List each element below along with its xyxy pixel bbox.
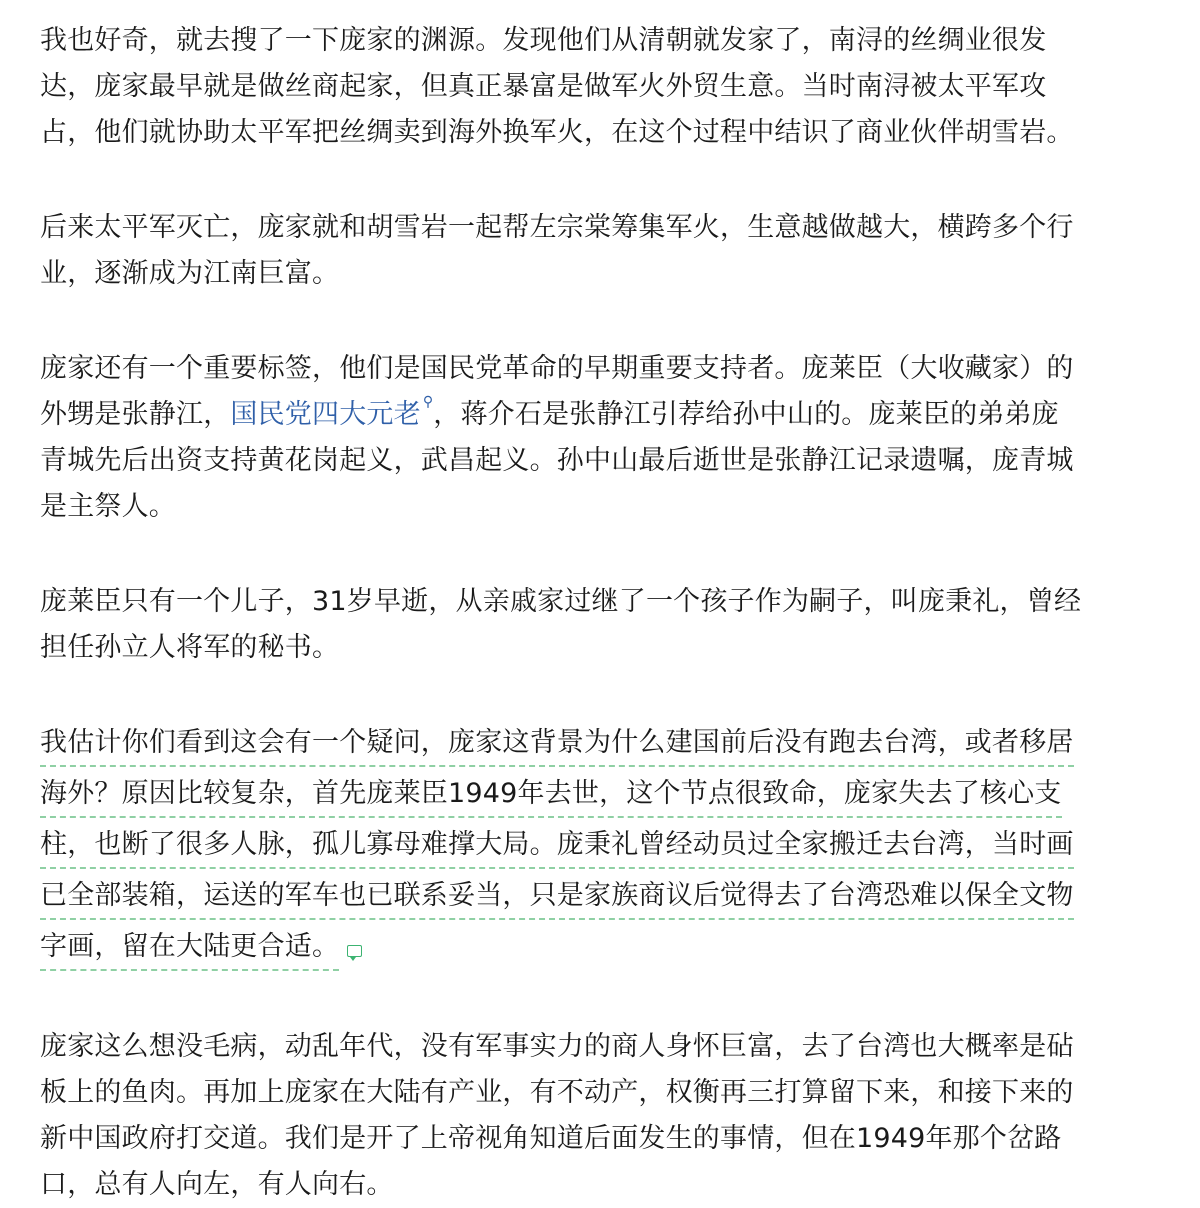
highlighted-line[interactable]: 已全部装箱，运送的军车也已联系妥当，只是家族商议后觉得去了台湾恐难以保全文物 [40,876,1074,920]
highlighted-line[interactable]: 海外？原因比较复杂，首先庞莱臣1949年去世，这个节点很致命，庞家失去了核心支 [40,774,1062,818]
keyword-link[interactable] [230,394,434,430]
paragraph-6 [40,1024,1172,1208]
text-line-with-link [40,392,1172,438]
text-line: 后来太平军灭亡，庞家就和胡雪岩一起帮左宗棠筹集军火，生意越做越大，横跨多个行 [40,212,1074,243]
text-line: 庞莱臣只有一个儿子，31岁早逝，从亲戚家过继了一个孩子作为嗣子，叫庞秉礼，曾经 [40,586,1082,617]
text-line: 新中国政府打交道。我们是开了上帝视角知道后面发生的事情，但在1949年那个岔路 [40,1123,1062,1154]
text-line: 占，他们就协助太平军把丝绸卖到海外换军火，在这个过程中结识了商业伙伴胡雪岩。 [40,117,1074,148]
paragraph-5-highlighted[interactable] [40,720,1172,975]
highlighted-line[interactable]: 字画，留在大陆更合适。 [40,927,339,971]
paragraph-4 [40,579,1172,671]
text-segment: 外甥是张静江， [40,399,231,430]
text-line: 板上的鱼肉。再加上庞家在大陆有产业，有不动产，权衡再三打算留下来，和接下来的 [40,1077,1074,1108]
text-line: 我也好奇，就去搜了一下庞家的渊源。发现他们从清朝就发家了，南浔的丝绸业很发 [40,25,1047,56]
paragraph-3 [40,346,1172,530]
search-icon: ⚲ [422,394,434,410]
highlighted-line[interactable]: 我估计你们看到这会有一个疑问，庞家这背景为什么建国前后没有跑去台湾，或者移居 [40,723,1074,767]
text-line: 庞家这么想没毛病，动乱年代，没有军事实力的商人身怀巨富，去了台湾也大概率是砧 [40,1031,1074,1062]
comment-icon[interactable] [347,945,362,957]
keyword-link-label: 国民党四大元老 [230,399,421,430]
text-line: 庞家还有一个重要标签，他们是国民党革命的早期重要支持者。庞莱臣（大收藏家）的 [40,353,1074,384]
paragraph-2 [40,205,1172,297]
text-line: 是主祭人。 [40,491,176,522]
text-line: 担任孙立人将军的秘书。 [40,632,340,663]
text-segment: ，蒋介石是张静江引荐给孙中山的。庞莱臣的弟弟庞 [433,399,1059,430]
text-line: 达，庞家最早就是做丝商起家，但真正暴富是做军火外贸生意。当时南浔被太平军攻 [40,71,1047,102]
text-line: 业，逐渐成为江南巨富。 [40,258,340,289]
text-line: 青城先后出资支持黄花岗起义，武昌起义。孙中山最后逝世是张静江记录遗嘱，庞青城 [40,445,1074,476]
highlighted-line[interactable]: 柱，也断了很多人脉，孤儿寡母难撑大局。庞秉礼曾经动员过全家搬迁去台湾，当时画 [40,825,1074,869]
text-line: 口，总有人向左，有人向右。 [40,1169,394,1200]
paragraph-1 [40,18,1172,156]
